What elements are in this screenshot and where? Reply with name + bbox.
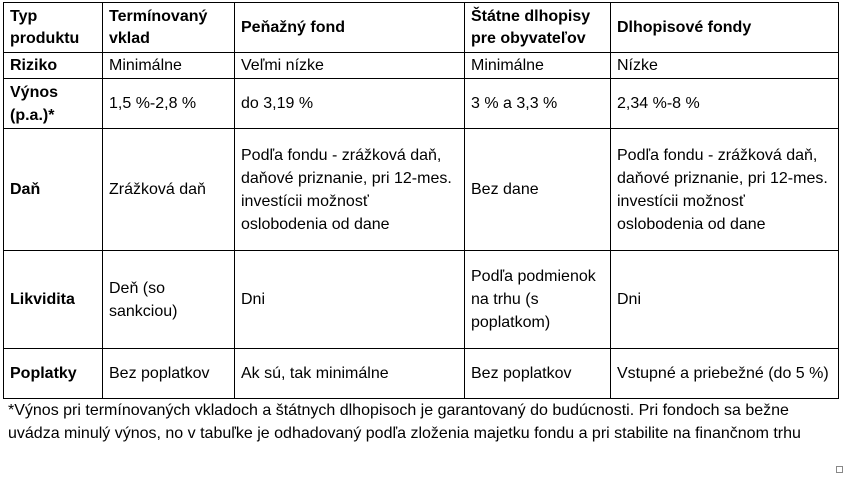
table-cell: Bez poplatkov: [103, 349, 235, 399]
table-cell: Bez poplatkov: [465, 349, 611, 399]
table-cell: Bez dane: [465, 129, 611, 251]
table-cell: Podľa fondu - zrážková daň, daňové priznanie, pri 12-mes. investícii možnosť oslobodenia od dane: [611, 129, 839, 251]
table-row-liquidity: [4, 251, 839, 349]
resize-handle-icon: [836, 466, 843, 473]
table-row-risk: [4, 53, 839, 79]
header-product-type: Typ produktu: [4, 3, 103, 53]
footnote: *Výnos pri termínovaných vkladoch a štátnych dlhopisoch je garantovaný do budúcnosti. Pri fondoch sa bežne uvádza minulý výnos, no v tabuľke je odhadovaný podľa zloženia majetku fondu a pri stabilite na finančnom trhu: [8, 402, 801, 442]
table-cell: Podľa fondu - zrážková daň, daňové priznanie, pri 12-mes. investícii možnosť oslobodenia od dane: [235, 129, 465, 251]
table-cell: Vstupné a priebežné (do 5 %): [611, 349, 839, 399]
table-cell: Podľa podmienok na trhu (s poplatkom): [465, 251, 611, 349]
table-cell: 2,34 %-8 %: [611, 79, 839, 129]
table-cell: Dni: [235, 251, 465, 349]
table-cell: do 3,19 %: [235, 79, 465, 129]
table-cell: Minimálne: [103, 53, 235, 79]
header-bond-funds: Dlhopisové fondy: [611, 3, 839, 53]
row-label: Výnos (p.a.)*: [4, 79, 103, 129]
table-cell: 3 % a 3,3 %: [465, 79, 611, 129]
table-cell: 1,5 %-2,8 %: [103, 79, 235, 129]
header-row: [4, 3, 839, 53]
table-cell: Ak sú, tak minimálne: [235, 349, 465, 399]
header-term-deposit: Termínovaný vklad: [103, 3, 235, 53]
header-money-fund: Peňažný fond: [235, 3, 465, 53]
table-cell: Deň (so sankciou): [103, 251, 235, 349]
table-cell: Dni: [611, 251, 839, 349]
table-row-fees: [4, 349, 839, 399]
table-row-yield: [4, 79, 839, 129]
comparison-table: [3, 2, 839, 399]
row-label: Poplatky: [4, 349, 103, 399]
row-label: Likvidita: [4, 251, 103, 349]
table-cell: Nízke: [611, 53, 839, 79]
table-cell: Zrážková daň: [103, 129, 235, 251]
row-label: Riziko: [4, 53, 103, 79]
row-label: Daň: [4, 129, 103, 251]
table-row-tax: [4, 129, 839, 251]
table-cell: Minimálne: [465, 53, 611, 79]
header-state-bonds: Štátne dlhopisy pre obyvateľov: [465, 3, 611, 53]
table-cell: Veľmi nízke: [235, 53, 465, 79]
